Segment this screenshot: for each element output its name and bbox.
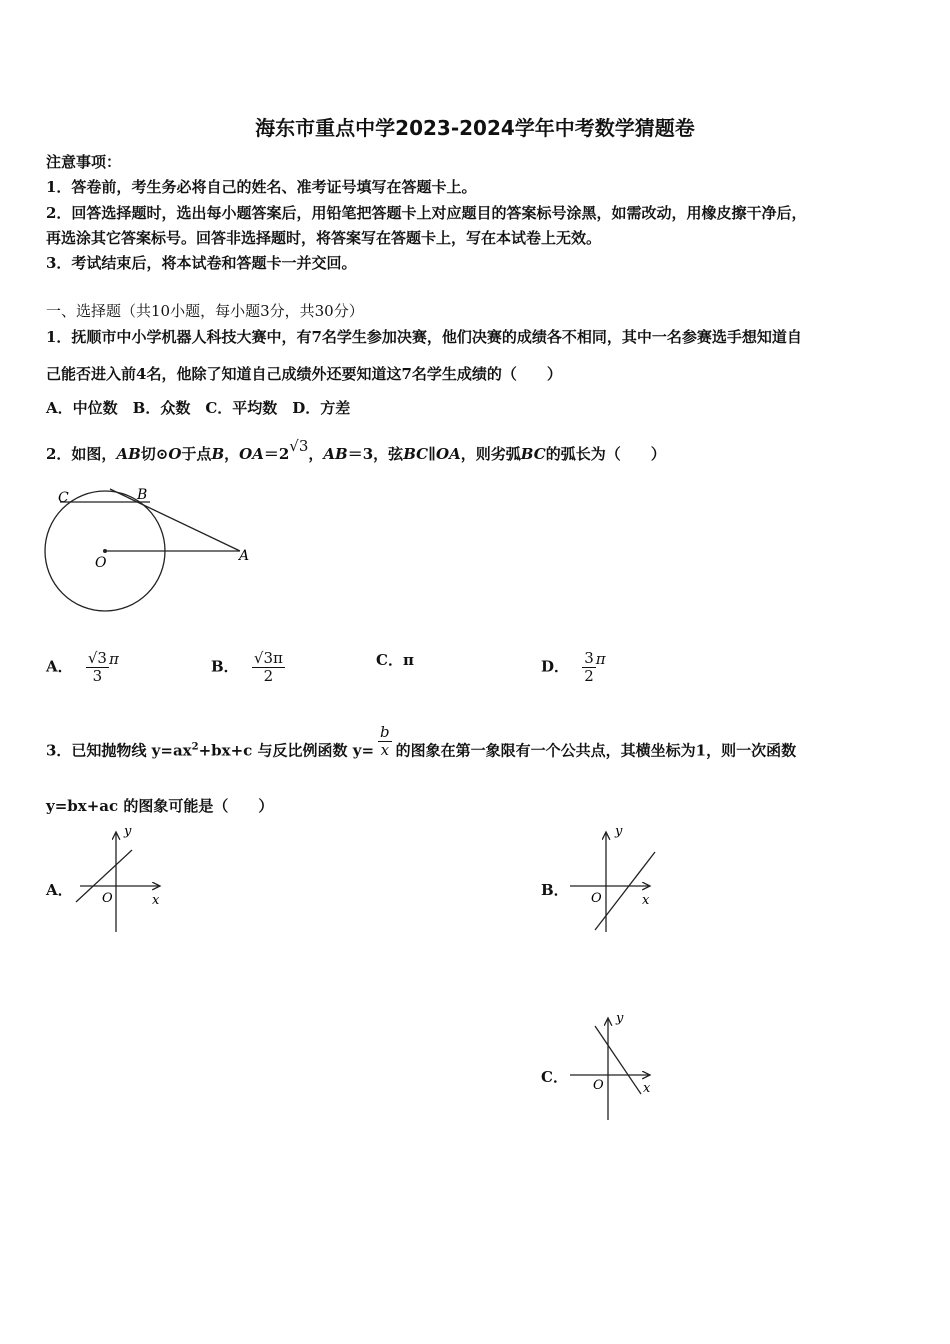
- page-title: 海东市重点中学2023-2024学年中考数学猜题卷: [255, 116, 695, 140]
- origin-label: O: [593, 1078, 604, 1093]
- q3-option-b-label: B．: [541, 881, 569, 899]
- q3-stem-line1: 3．已知抛物线 $y=ax^2+bx+c$ 与反比例函数 y= $\frac{b}{x}$ 的图象在第一象限有一个公共点，其横坐标为1，则一次函数: [46, 723, 797, 760]
- q3-graph-c: [565, 1008, 665, 1123]
- q2-figure: [40, 482, 260, 617]
- q2-option-a: A． $\frac{√3}{3}$ π: [46, 649, 119, 685]
- tangent-ab: [110, 489, 240, 551]
- origin-label: O: [102, 891, 113, 906]
- q3-graph-a: [70, 822, 170, 937]
- center-point: [103, 549, 107, 553]
- q1-options: A．中位数 B．众数 C．平均数 D．方差: [46, 399, 351, 417]
- q1-line2: 己能否进入前4名，他除了知道自己成绩外还要知道这7名学生成绩的（ ）: [46, 365, 562, 383]
- label-o: O: [95, 555, 107, 571]
- q3-stem-line2: y=bx+ac 的图象可能是（ ）: [46, 797, 274, 815]
- x-label: x: [642, 893, 650, 908]
- label-a: A: [239, 548, 250, 564]
- notice-item-3: 3．考试结束后，将本试卷和答题卡一并交回。: [46, 254, 357, 272]
- notice-heading: 注意事项：: [46, 153, 122, 171]
- q2-option-d: D． $\frac{3}{2}$ π: [541, 649, 606, 685]
- x-label: x: [643, 1081, 651, 1096]
- q3-option-a-label: A．: [46, 881, 73, 899]
- notice-item-2: 2．回答选择题时，选出每小题答案后，用铅笔把答题卡上对应题目的答案标号涂黑，如需改动，用橡皮擦干净后，: [46, 204, 807, 222]
- x-label: x: [152, 893, 160, 908]
- y-label: y: [616, 1011, 624, 1026]
- y-label: y: [615, 824, 623, 839]
- notice-item-2-cont: 再选涂其它答案标号。回答非选择题时，将答案写在答题卡上，写在本试卷上无效。: [46, 229, 602, 247]
- notice-item-1: 1．答卷前，考生务必将自己的姓名、准考证号填写在答题卡上。: [46, 178, 477, 196]
- q3-graph-b: [565, 822, 665, 937]
- label-c: C: [58, 490, 69, 506]
- y-label: y: [124, 824, 132, 839]
- q2-option-c: C．π: [376, 651, 414, 669]
- line-graph: [595, 852, 655, 930]
- q2-stem: 2．如图，AB切⊙O于点B，OA＝2√3，AB＝3，弦BC∥OA，则劣弧BC的弧长为（ ）: [46, 437, 666, 463]
- label-b: B: [137, 487, 148, 503]
- section-heading: 一、选择题（共10小题，每小题3分，共30分）: [46, 302, 364, 320]
- q3-option-c-label: C．: [541, 1068, 568, 1086]
- q1-line1: 1．抚顺市中小学机器人科技大赛中，有7名学生参加决赛，他们决赛的成绩各不相同，其中一名参赛选手想知道自: [46, 328, 802, 346]
- origin-label: O: [591, 891, 602, 906]
- q2-option-b: B． $\frac{√3\pi}{2}$: [211, 649, 283, 685]
